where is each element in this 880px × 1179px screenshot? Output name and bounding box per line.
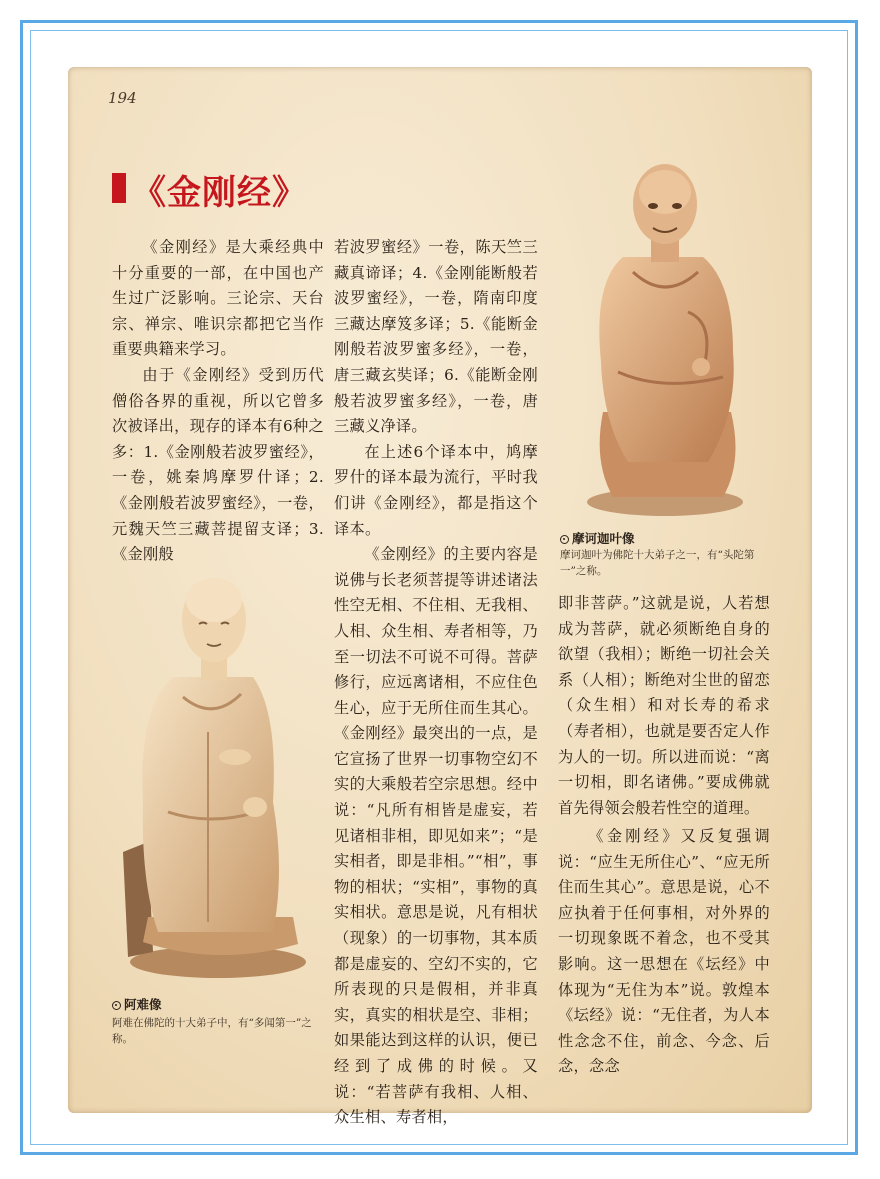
page-title: 《金刚经》	[132, 173, 307, 213]
bullet-icon	[112, 1001, 121, 1010]
paragraph: 在上述6个译本中，鸠摩罗什的译本最为流行，平时我们讲《金刚经》，都是指这个译本。	[334, 442, 538, 538]
bullet-icon	[560, 535, 569, 544]
caption-text-ananda: 阿难在佛陀的十大弟子中，有“多闻第一”之称。	[112, 1017, 312, 1045]
text-column-3-continued	[558, 824, 770, 1080]
paragraph: 《金刚经》的主要内容是说佛与长老须菩提等讲述诸法性空无相、不住相、无我相、人相、众生相、寿者相等，乃至一切法不可说不可得。菩萨修行，应远离诸相，不应住色生心，应于无所住而生其心。《金刚经》最突出的一点，是它宣扬了世界一切事物空幻不实的大乘般若空宗思想。经中说：“凡所有相皆是虚妄，若见诸相非相，即见如来”；“是实相者，即是非相。”“相”，事物的相状；“实相”，事物的真实相状。意思是说，凡有相状（现象）的一切事物，其本质都是虚妄的、空幻不实的，它所表现的只是假相，并非真实，真实的相状是空、非相；如果能达到这样的认识，便已经到了成佛的时候。又说：“若菩萨有我相、人相、众生相、寿者相，	[334, 545, 538, 1127]
caption-title-ananda: 阿难像	[112, 995, 162, 1013]
caption-text-mahakasyapa: 摩诃迦叶为佛陀十大弟子之一，有“头陀第一”之称。	[560, 549, 755, 577]
paragraph: 若波罗蜜经》一卷，陈天竺三藏真谛译；4.《金刚能断般若波罗蜜经》，一卷，隋南印度三藏达摩笈多译；5.《能断金刚般若波罗蜜多经》，一卷，唐三藏玄奘译；6.《能断金刚般若波罗蜜多经》，一卷，唐三藏义净译。	[334, 238, 538, 436]
text-column-3	[558, 591, 770, 821]
title-marker	[112, 173, 126, 203]
book-page	[68, 67, 812, 1127]
text-column-1	[112, 235, 324, 568]
page-number: 194	[108, 89, 137, 107]
paragraph: 《金刚经》是大乘经典中十分重要的一部，在中国也产生过广泛影响。三论宗、天台宗、禅宗、唯识宗都把它当作重要典籍来学习。	[112, 238, 324, 359]
text-column-2	[334, 235, 538, 1131]
paragraph: 由于《金刚经》受到历代僧俗各界的重视，所以它曾多次被译出，现存的译本有6种之多：1.《金刚般若波罗蜜经》，一卷，姚秦鸠摩罗什译；2.《金刚般若波罗蜜经》，一卷，元魏天竺三藏菩提留支译；3.《金刚般	[112, 365, 324, 564]
paragraph: 《金刚经》又反复强调说：“应生无所住心”、“应无所住而生其心”。意思是说，心不应执着于任何事相，对外界的一切现象既不着念，也不受其影响。这一思想在《坛经》中体现为“无住为本”说。敦煌本《坛经》说：“无住者，为人本性念念不住，前念、今念、后念，念念	[558, 827, 770, 1076]
ananda-statue-image	[113, 572, 313, 982]
caption-title-mahakasyapa: 摩诃迦叶像	[560, 529, 635, 547]
paragraph: 即非菩萨。”这就是说，人若想成为菩萨，就必须断绝自身的欲望（我相）；断绝一切社会关系（人相）；断绝对尘世的留恋（众生相）和对长寿的希求（寿者相），也就是要否定人作为人的一切。所以进而说：“离一切相，即名诸佛。”要成佛就首先得领会般若性空的道理。	[558, 594, 770, 817]
mahakasyapa-statue-image	[573, 162, 763, 522]
